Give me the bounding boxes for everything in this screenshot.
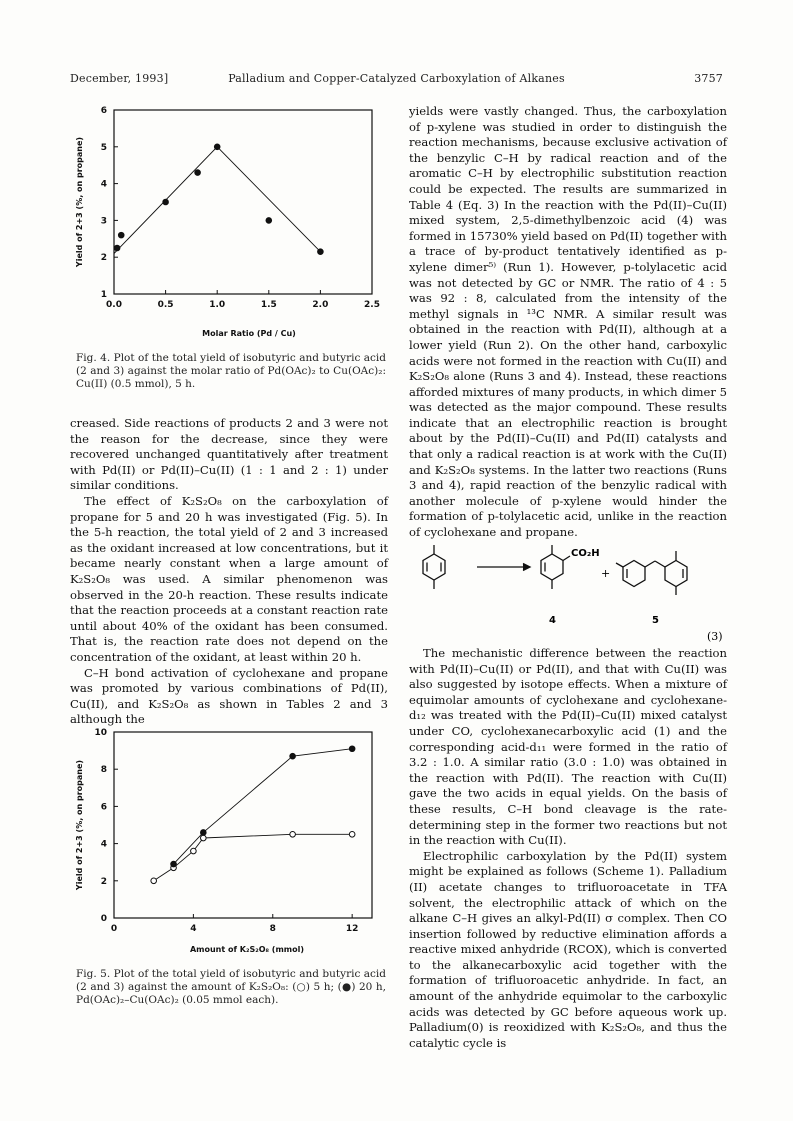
figure-5-svg <box>70 724 390 964</box>
data-point-filled <box>266 218 272 224</box>
header-date: December, 1993] <box>70 72 169 85</box>
reaction-scheme <box>409 540 727 645</box>
data-point-filled <box>195 170 201 176</box>
y-tick-label: 5 <box>100 142 107 153</box>
figure-5-caption-label: Fig. 5. <box>76 968 111 980</box>
data-point-filled <box>349 746 355 752</box>
data-point-filled <box>118 232 124 238</box>
figure-4-caption-text: Plot of the total yield of isobutyric and butyric acid (2 and 3) against the molar ratio of Pd(OAc)₂ to Cu(OAc)₂: Cu(II) (0.5 mmol), 5 h. <box>76 352 386 390</box>
right-column-text-1 <box>409 104 727 541</box>
data-point-filled <box>114 245 120 251</box>
y-tick-label: 8 <box>100 765 107 776</box>
x-tick-label: 4 <box>190 924 197 934</box>
y-tick-label: 10 <box>94 728 107 738</box>
p-xylene-ring <box>423 554 445 580</box>
left-column-text <box>70 416 388 728</box>
y-tick-label: 1 <box>100 290 107 300</box>
plot-frame <box>114 110 372 294</box>
plot-frame <box>114 732 372 918</box>
figure-5-caption-text: Plot of the total yield of isobutyric and butyric acid (2 and 3) against the amount of K₂S₂O₈: (○) 5 h; (●) 20 h, Pd(OAc)₂–Cu(OAc)₂ (0.05 mmol each). <box>76 968 386 1006</box>
x-tick-label: 8 <box>269 924 276 934</box>
data-point-open <box>151 878 157 884</box>
header-title: Palladium and Copper-Catalyzed Carboxylation of Alkanes <box>228 72 565 85</box>
paragraph: Electrophilic carboxylation by the Pd(II) system might be explained as follows (Scheme 1). Palladium (II) acetate changes to trifluoroacetate in TFA solvent, the electrophilic attack of which on the alkane C–H gives an alkyl-Pd(II) σ complex. Then CO insertion followed by reductive elimination affords a reactive mixed anhydride (RCOX), which is converted to the alkanecarboxylic acid together with the formation of trifluoroacetic anhydride. In fact, an amount of the anhydride equimolar to the carboxylic acids was detected by GC before aqueous work up. Palladium(0) is reoxidized with K₂S₂O₈, and thus the catalytic cycle is <box>409 848 727 1050</box>
paragraph: The effect of K₂S₂O₈ on the carboxylation of propane for 5 and 20 h was investigated (Fig. 5). In the 5-h reaction, the total yield of 2 and 3 increased as the oxidant increased at low concentrations, but it became nearly constant when a large amount of K₂S₂O₈ was used. A similar phenomenon was observed in the 20-h reaction. These results indicate that the reaction proceeds at a constant reaction rate until about 40% of the oxidant has been consumed. That is, the reaction rate does not depend on the concentration of the oxidant, at least within 20 h. <box>70 493 388 664</box>
y-tick-label: 6 <box>100 802 107 813</box>
x-tick-label: 12 <box>345 924 359 934</box>
paragraph: creased. Side reactions of products 2 and 3 were not the reason for the decrease, since they were recovered unchanged quantitatively after treatment with Pd(II) or Pd(II)–Cu(II) (1 : 1 and 2 : 1) under similar conditions. <box>70 416 388 493</box>
x-tick-label: 0 <box>110 924 118 934</box>
data-point-open <box>201 835 207 841</box>
series-line <box>174 749 353 864</box>
figure-4-caption <box>76 352 386 391</box>
x-tick-label: 0.0 <box>106 300 122 310</box>
x-tick-label: 1.0 <box>209 300 226 310</box>
co2h-label: CO₂H <box>571 548 600 559</box>
data-point-filled <box>290 753 296 759</box>
figure-4-caption-label: Fig. 4. <box>76 352 111 364</box>
paragraph: yields were vastly changed. Thus, the carboxylation of p-xylene was studied in order to distinguish the reaction mechanisms, because exclusive activation of the benzylic C–H by radical reaction and of the aromatic C–H by electrophilic substitution reaction could be expected. The results are summarized in Table 4 (Eq. 3) In the reaction with the Pd(II)–Cu(II) mixed system, 2,5-dimethylbenzoic acid (4) was formed in 15730% yield based on Pd(II) together with a trace of by-product tentatively identified as p-xylene dimer⁵⁾ (Run 1). However, p-tolylacetic acid was not detected by GC or NMR. The ratio of 4 : 5 was 92 : 8, calculated from the intensity of the methyl signals in ¹³C NMR. A similar result was obtained in the reaction with Pd(II), although at a lower yield (Run 2). On the other hand, carboxylic acids were not formed in the reaction with Cu(II) and K₂S₂O₈ alone (Runs 3 and 4). Instead, these reactions afforded mixtures of many products, in which dimer 5 was detected as the major compound. These results indicate that an electrophilic reaction is brought about by the Pd(II)–Cu(II) and Pd(II) catalysts and that only a radical reaction is at work with the Cu(II) and K₂S₂O₈ systems. In the latter two reactions (Runs 3 and 4), rapid reaction of the benzylic radical with another molecule of p-xylene would hinder the formation of p-tolylacetic acid, unlike in the reaction of cyclohexane and propane. <box>409 104 727 540</box>
y-tick-label: 2 <box>100 876 107 887</box>
y-axis-label: Yield of 2+3 (%, on propane) <box>75 136 84 268</box>
figure-4-chart <box>70 102 390 342</box>
y-tick-label: 4 <box>100 839 107 850</box>
product-5-ring-a <box>623 561 645 587</box>
y-tick-label: 4 <box>100 179 107 190</box>
right-column-text-2 <box>409 646 727 1051</box>
y-axis-label: Yield of 2+3 (%, on propane) <box>75 759 84 891</box>
data-point-filled <box>214 144 220 150</box>
y-tick-label: 0 <box>100 914 107 924</box>
reaction-scheme-svg <box>409 540 727 645</box>
series-line <box>154 834 353 881</box>
data-point-open <box>191 848 197 854</box>
equation-number: (3) <box>707 630 723 643</box>
compound-4-label: 4 <box>549 615 556 626</box>
product-4-ring <box>541 554 563 580</box>
compound-5-label: 5 <box>652 615 659 626</box>
data-point-filled <box>318 249 324 255</box>
y-tick-label: 6 <box>100 106 107 116</box>
data-point-filled <box>163 199 169 205</box>
y-tick-label: 2 <box>100 253 107 264</box>
x-axis-label: Amount of K₂S₂O₈ (mmol) <box>189 945 305 954</box>
x-tick-label: 0.5 <box>157 300 174 310</box>
series-line <box>114 147 320 254</box>
x-tick-label: 2.5 <box>364 300 380 310</box>
figure-5-chart <box>70 724 390 964</box>
data-point-open <box>290 832 296 838</box>
x-tick-label: 1.5 <box>260 300 277 310</box>
figure-5-caption <box>76 968 386 1007</box>
paragraph: The mechanistic difference between the reaction with Pd(II)–Cu(II) or Pd(II), and that with Cu(II) was also suggested by isotope effects. When a mixture of equimolar amounts of cyclohexane and cyclohexane-d₁₂ was treated with the Pd(II)–Cu(II) mixed catalyst under CO, cyclohexanecarboxylic acid (1) and the corresponding acid-d₁₁ were formed in the ratio of 3.2 : 1.0. A similar ratio (3.0 : 1.0) was obtained in the reaction with Pd(II). The reaction with Cu(II) gave the two acids in equal yields. On the basis of these results, C–H bond cleavage is the rate-determining step in the former two reactions but not in the reaction with Cu(II). <box>409 646 727 848</box>
data-point-filled <box>201 830 207 836</box>
data-point-open <box>349 832 355 838</box>
paragraph: C–H bond activation of cyclohexane and propane was promoted by various combinations of Pd(II), Cu(II), and K₂S₂O₈ as shown in Tables 2 and 3 although the <box>70 665 388 727</box>
header-page-number: 3757 <box>694 72 723 85</box>
product-5-ring-b <box>665 561 687 587</box>
data-point-filled <box>171 861 177 867</box>
figure-4-svg <box>70 102 390 342</box>
x-axis-label: Molar Ratio (Pd / Cu) <box>202 329 296 338</box>
x-tick-label: 2.0 <box>312 300 329 310</box>
plus-sign: + <box>601 567 611 580</box>
y-tick-label: 3 <box>100 216 107 227</box>
